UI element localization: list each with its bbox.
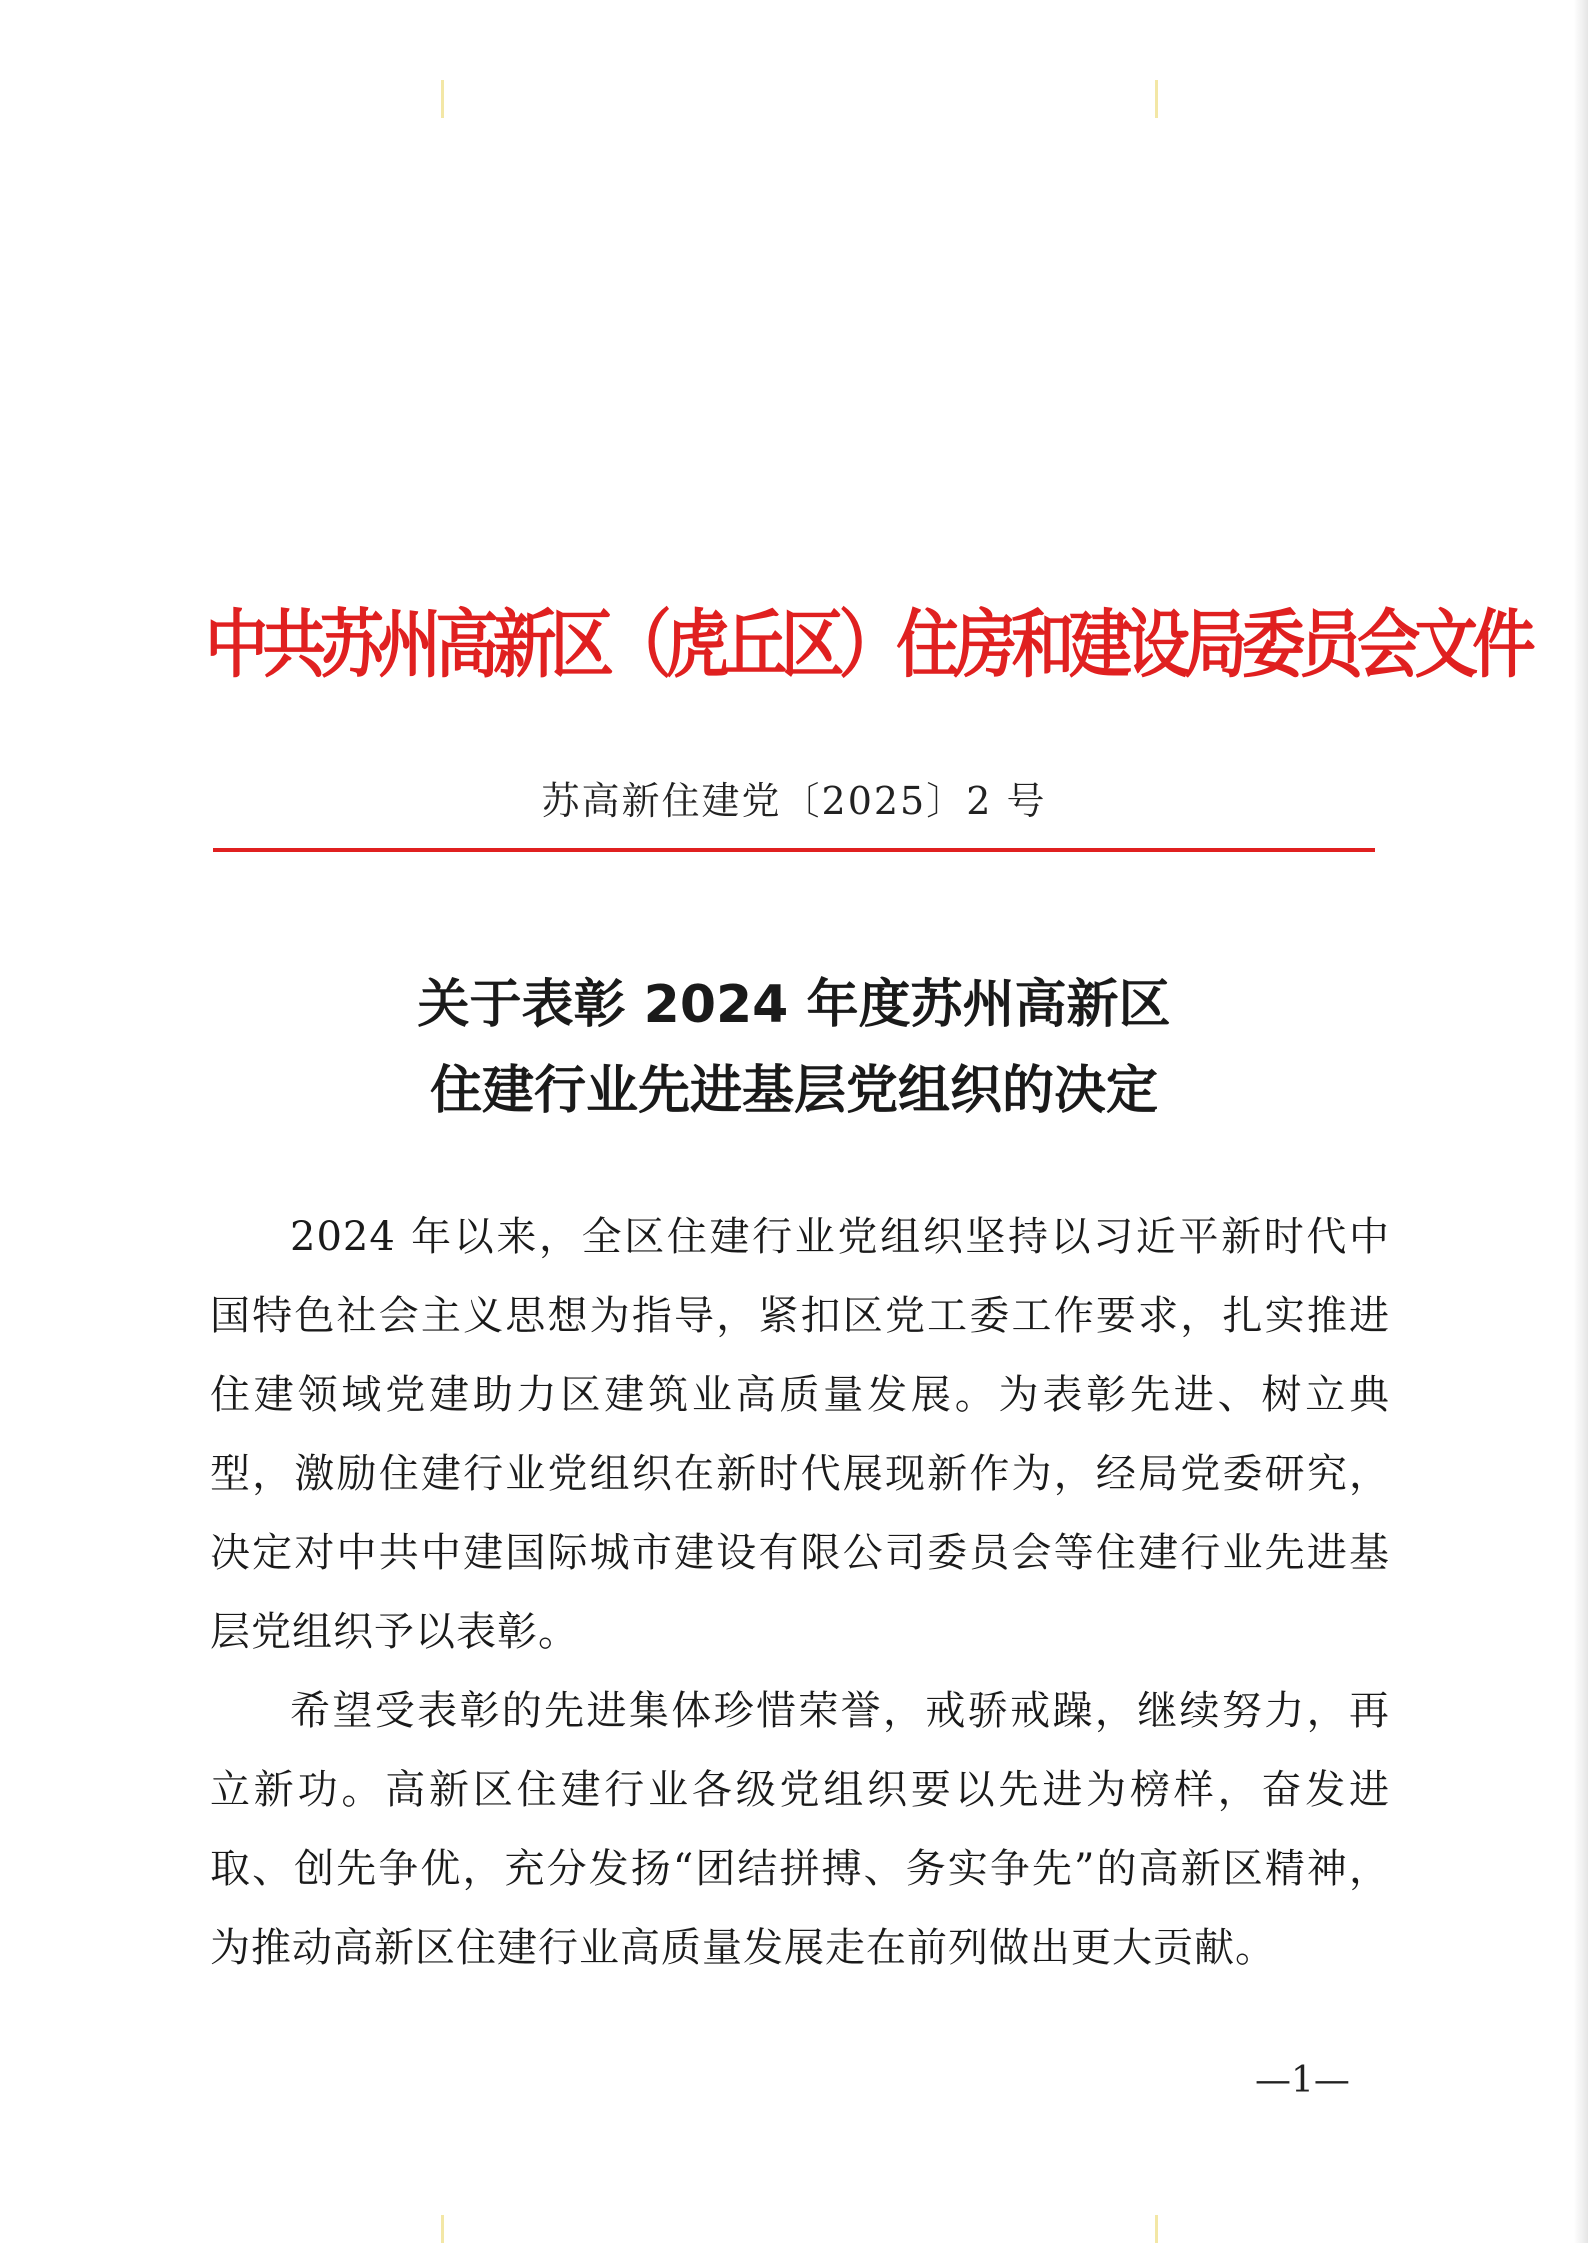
body-paragraph-1: 2024 年以来，全区住建行业党组织坚持以习近平新时代中国特色社会主义思想为指导，紧扣区党工委工作要求，扎实推进住建领域党建助力区建筑业高质量发展。为表彰先进、树立典型，激励住建行业党组织在新时代展现新作为，经局党委研究，决定对中共中建国际城市建设有限公司委员会等住建行业先进基层党组织予以表彰。 [210,1214,1390,1655]
crop-mark-bottom-left [441,2215,444,2243]
document-body [210,1198,1390,1988]
page-number: —1— [1255,2060,1350,2101]
red-divider-line [213,848,1375,852]
document-title-line-2: 住建行业先进基层党组织的决定 [429,1061,1158,1121]
document-number: 苏高新住建党〔2025〕2 号 [541,779,1047,823]
document-title-line-1: 关于表彰 2024 年度苏州高新区 [417,975,1171,1035]
document-title [0,962,1588,1134]
crop-mark-top-right [1155,80,1158,118]
scan-edge-shadow [1574,0,1588,2243]
crop-mark-bottom-right [1155,2215,1158,2243]
body-paragraph-2: 希望受表彰的先进集体珍惜荣誉，戒骄戒躁，继续努力，再立新功。高新区住建行业各级党组织要以先进为榜样，奋发进取、创先争优，充分发扬“团结拼搏、务实争先”的高新区精神，为推动高新区住建行业高质量发展走在前列做出更大贡献。 [210,1688,1390,1971]
issuer-header-title: 中共苏州高新区（虎丘区）住房和建设局委员会文件 [205,601,1530,689]
crop-mark-top-left [441,80,444,118]
